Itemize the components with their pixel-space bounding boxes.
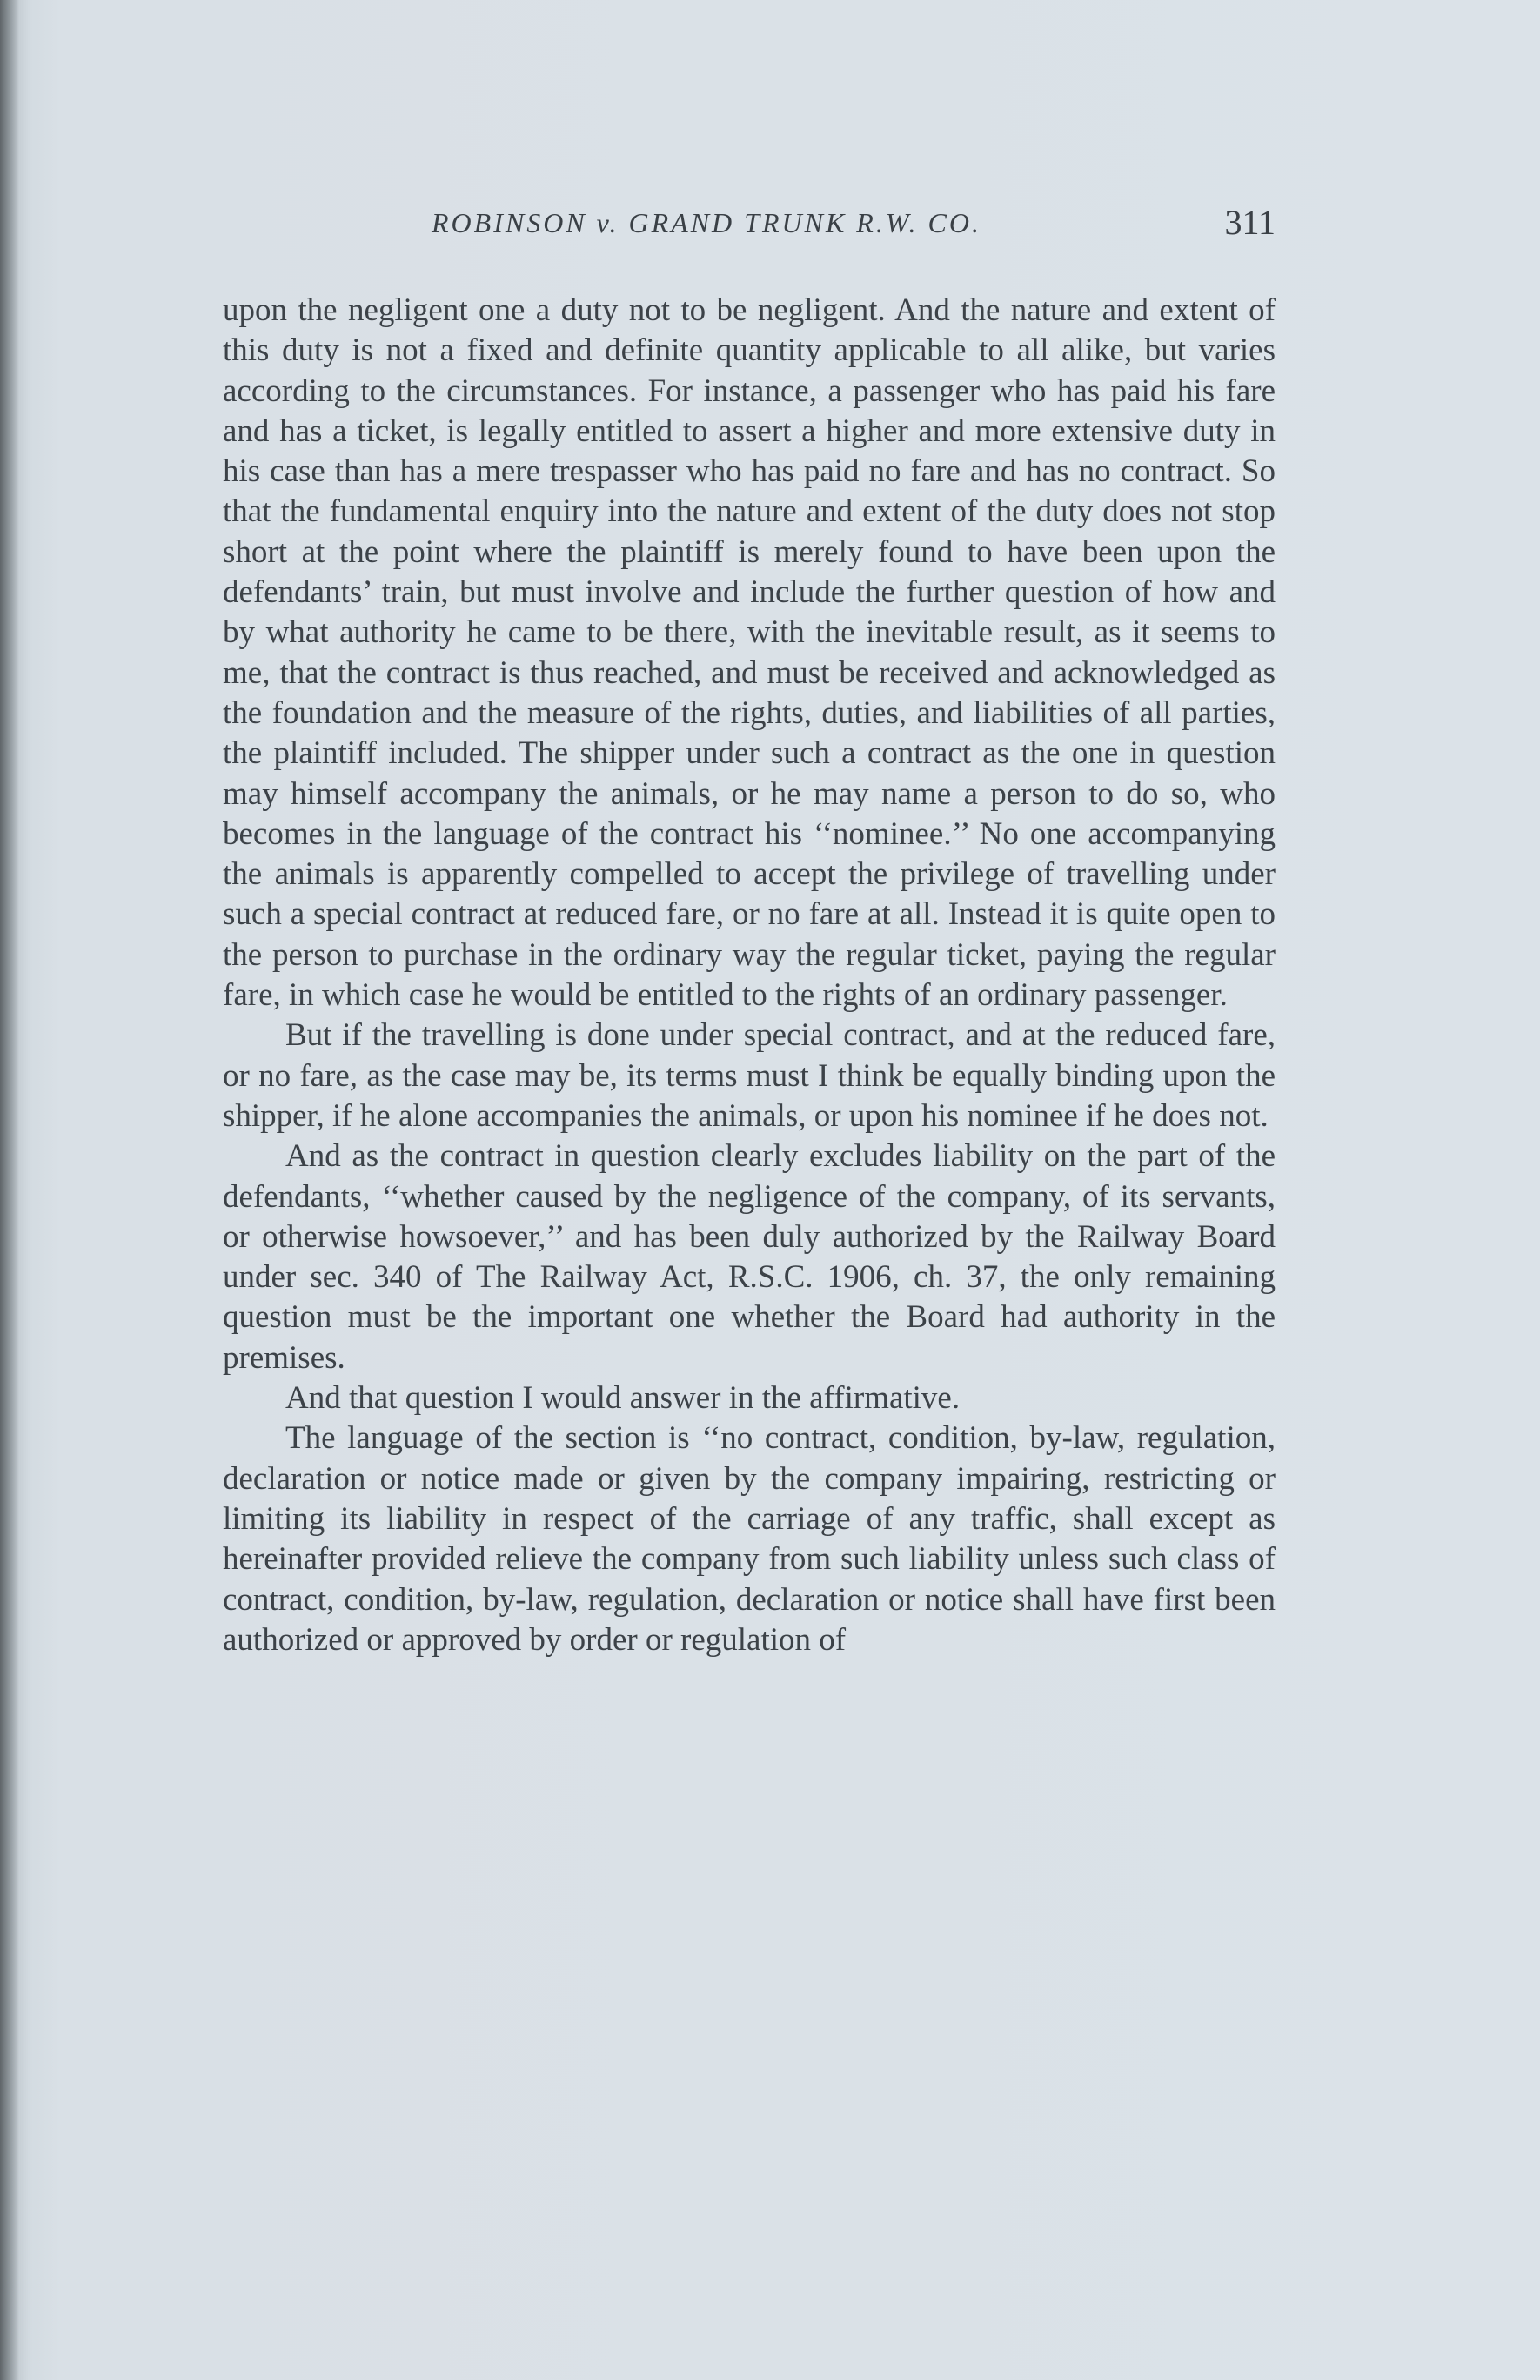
body-text (223, 291, 1276, 1660)
paragraph: But if the travelling is done under special contract, and at the reduced fare, or no fare, as the case may be, its terms must I think be equally binding upon the shipper, if he alone accompanies the animals, or upon his nominee if he does not. (223, 1017, 1276, 1134)
running-header (223, 202, 1276, 254)
running-title: ROBINSON v. GRAND TRUNK R.W. CO. (432, 207, 981, 238)
page-binding-edge (0, 0, 19, 2380)
paragraph: And as the contract in question clearly excludes liability on the part of the defendants, ‘‘whether caused by the negligence of the company, of its servants, or otherwise howsoever,’’ and has been duly authorized by the Railway Board under sec. 340 of The Railway Act, R.S.C. 1906, ch. 37, the only remaining question must be the important one whether the Board had authority in the premises. (223, 1138, 1276, 1376)
paragraph-continued: upon the negligent one a duty not to be negligent. And the nature and extent of this duty is not a fixed and definite quantity applicable to all alike, but varies according to the circumstances. For instance, a passenger who has paid his fare and has a ticket, is legally entitled to assert a higher and more extensive duty in his case than has a mere trespasser who has paid no fare and has no contract. So that the fundamental enquiry into the nature and extent of the duty does not stop short at the point where the plaintiff is merely found to have been upon the defendants’ train, but must involve and include the further question of how and by what authority he came to be there, with the inevitable result, as it seems to me, that the contract is thus reached, and must be received and acknowledged as the foundation and the measure of the rights, duties, and liabilities of all parties, the plaintiff included. The shipper under such a contract as the one in question may himself accompany the animals, or he may name a person to do so, who becomes in the language of the contract his ‘‘nominee.’’ No one accompanying the animals is apparently compelled to accept the privilege of travelling under such a special contract at reduced fare, or no fare at all. Instead it is quite open to the person to purchase in the ordinary way the regular ticket, paying the regular fare, in which case he would be entitled to the rights of an ordinary passenger. (223, 292, 1276, 1014)
page-number: 311 (1224, 203, 1276, 242)
paragraph: And that question I would answer in the affirmative. (285, 1380, 961, 1417)
paragraph: The language of the section is ‘‘no contract, condition, by-law, regulation, declaration or notice made or given by the company impairing, restricting or limiting its liability in respect of the carriage of any traffic, shall except as hereinafter provided relieve the company from such liability unless such class of contract, condition, by-law, regulation, declaration or notice shall have first been authorized or approved by order or regulation of (223, 1420, 1276, 1658)
